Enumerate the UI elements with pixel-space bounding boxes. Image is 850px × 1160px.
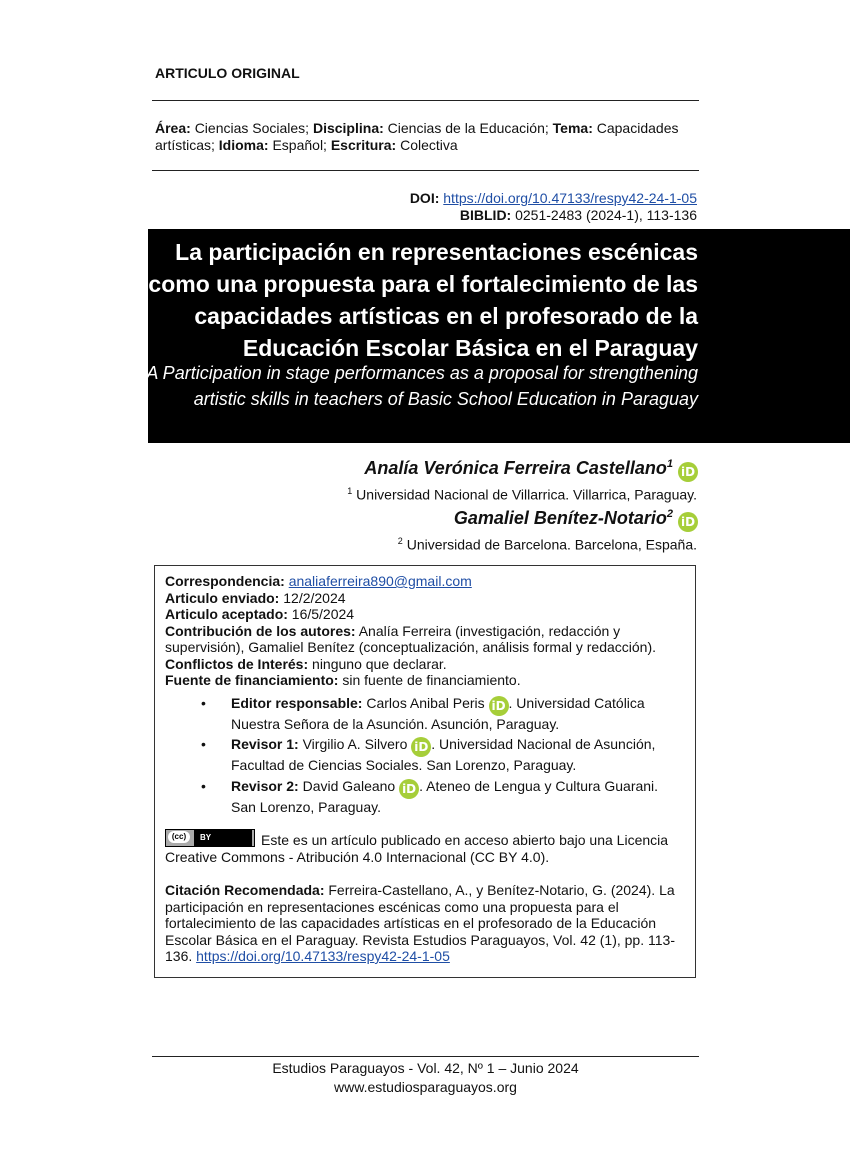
article-meta <box>155 120 700 154</box>
sent-label: Articulo enviado: <box>165 589 280 606</box>
license-line <box>165 829 685 865</box>
contribution-label: Contribución de los autores: <box>165 622 356 639</box>
accepted-date: 16/5/2024 <box>291 606 355 622</box>
topic-value: Capacidades artísticas; <box>155 120 679 153</box>
footer-journal: Estudios Paraguayos - Vol. 42, Nº 1 – Junio 2024 <box>272 1060 579 1076</box>
orcid-icon[interactable]: iD <box>678 462 698 482</box>
doi-link[interactable]: https://doi.org/10.47133/respy42-24-1-05 <box>443 190 697 206</box>
discipline-label: Disciplina: <box>312 120 384 136</box>
list-item <box>231 695 685 733</box>
citation-doi-link[interactable]: https://doi.org/10.47133/respy42-24-1-05 <box>196 948 450 964</box>
language-value: Español; <box>272 137 327 153</box>
conflicts-line <box>165 656 685 673</box>
doi-label: DOI: <box>409 190 440 206</box>
list-item <box>231 736 685 774</box>
language-label: Idioma: <box>218 137 269 153</box>
license-text: Este es un artículo publicado en acceso abierto bajo una Licencia Creative Commons - Atribución 4.0 Internacional (CC BY 4.0). <box>165 832 669 865</box>
author-2-sup: 2 <box>666 508 673 520</box>
conflicts-label: Conflictos de Interés: <box>165 655 309 672</box>
accepted-line <box>165 606 685 623</box>
footer-divider <box>152 1056 699 1057</box>
reviewer-name: Virgilio A. Silvero <box>302 736 408 752</box>
funding-label: Fuente de financiamiento: <box>165 672 339 688</box>
sent-line <box>165 590 685 607</box>
reviewer-role: Revisor 1: <box>231 736 299 752</box>
affiliation-1-text: Universidad Nacional de Villarrica. Villarrica, Paraguay. <box>356 486 697 503</box>
reviewer-name: David Galeano <box>302 777 396 794</box>
footer-website: www.estudiosparaguayos.org <box>334 1079 517 1095</box>
reviewers-list <box>165 695 685 816</box>
correspondence-label: Correspondencia: <box>165 573 285 589</box>
correspondence-email-link[interactable]: analiaferreira890@gmail.com <box>288 573 472 589</box>
reviewer-affiliation: . Universidad Católica Nuestra Señora de la Asunción. Asunción, Paraguay. <box>231 694 645 732</box>
biblid-label: BIBLID: <box>459 207 512 223</box>
reviewer-name: Carlos Anibal Peris <box>366 694 485 711</box>
accepted-label: Articulo aceptado: <box>165 606 288 622</box>
author-1-affiliation <box>137 486 697 503</box>
author-1-sup: 1 <box>666 458 673 470</box>
affiliation-1-sup: 1 <box>347 486 353 496</box>
biblid-line <box>197 207 697 224</box>
orcid-icon[interactable]: iD <box>399 779 419 799</box>
author-2-affiliation <box>137 536 697 553</box>
biblid-value: 0251-2483 (2024-1), 113-136 <box>515 207 697 223</box>
affiliation-2-sup: 2 <box>397 536 403 546</box>
reviewer-affiliation: . Ateneo de Lengua y Cultura Guarani. San Lorenzo, Paraguay. <box>231 777 659 815</box>
article-info-box <box>154 565 696 978</box>
orcid-icon[interactable]: iD <box>678 512 698 532</box>
cc-icon: (cc) <box>168 831 190 843</box>
author-1-name: Analía Verónica Ferreira Castellano <box>364 458 667 478</box>
header-divider-bottom <box>152 170 699 171</box>
citation-label: Citación Recomendada: <box>165 882 325 898</box>
funding-text: sin fuente de financiamiento. <box>342 672 521 688</box>
citation-line <box>165 882 685 965</box>
orcid-icon[interactable]: iD <box>489 696 509 716</box>
affiliation-2-text: Universidad de Barcelona. Barcelona, España. <box>406 536 697 553</box>
article-title: La participación en representaciones escénicas como una propuesta para el fortalecimiento de las capacidades artísticas en el profesorado de la Educación Escolar Básica en el Paraguay <box>148 239 698 361</box>
contribution-line <box>165 623 685 656</box>
orcid-icon[interactable]: iD <box>411 737 431 757</box>
reviewer-role: Revisor 2: <box>231 777 299 794</box>
reviewer-role: Editor responsable: <box>231 694 363 711</box>
reviewer-affiliation: . Universidad Nacional de Asunción, Facultad de Ciencias Sociales. San Lorenzo, Paraguay. <box>231 736 656 773</box>
topic-label: Tema: <box>552 120 593 136</box>
header-divider-top <box>152 100 699 101</box>
citation-text: Ferreira-Castellano, A., y Benítez-Notario, G. (2024). La participación en representaciones escénicas como una propuesta para el fortalecimiento de las capacidades artísticas en el profesorado de la Educación Escolar Básica en el Paraguay. Revista Estudios Paraguayos, Vol. 42 (1), pp. 113-136. <box>165 882 675 964</box>
doi-line <box>197 190 697 207</box>
sent-date: 12/2/2024 <box>283 589 346 606</box>
cc-by-license-icon[interactable] <box>165 829 255 847</box>
area-value: Ciencias Sociales; <box>194 120 310 136</box>
section-label: ARTICULO ORIGINAL <box>155 65 300 81</box>
contribution-text: Analía Ferreira (investigación, redacción y supervisión), Gamaliel Benítez (conceptualización, análisis formal y redacción). <box>165 622 656 655</box>
writing-label: Escritura: <box>330 137 397 153</box>
by-icon: BY <box>194 830 252 846</box>
article-title-english: A Participation in stage performances as a proposal for strengthening artistic skills in teachers of Basic School Education in Paraguay <box>146 363 698 409</box>
correspondence-line <box>165 573 685 590</box>
conflicts-text: ninguno que declarar. <box>312 655 447 672</box>
author-2-name: Gamaliel Benítez-Notario <box>453 508 667 528</box>
area-label: Área: <box>155 120 191 136</box>
author-2 <box>138 508 698 532</box>
funding-line <box>165 672 685 689</box>
writing-value: Colectiva <box>400 137 458 153</box>
discipline-value: Ciencias de la Educación; <box>387 120 549 136</box>
author-1 <box>138 458 698 482</box>
info-box-content <box>165 573 685 965</box>
list-item <box>231 778 685 816</box>
